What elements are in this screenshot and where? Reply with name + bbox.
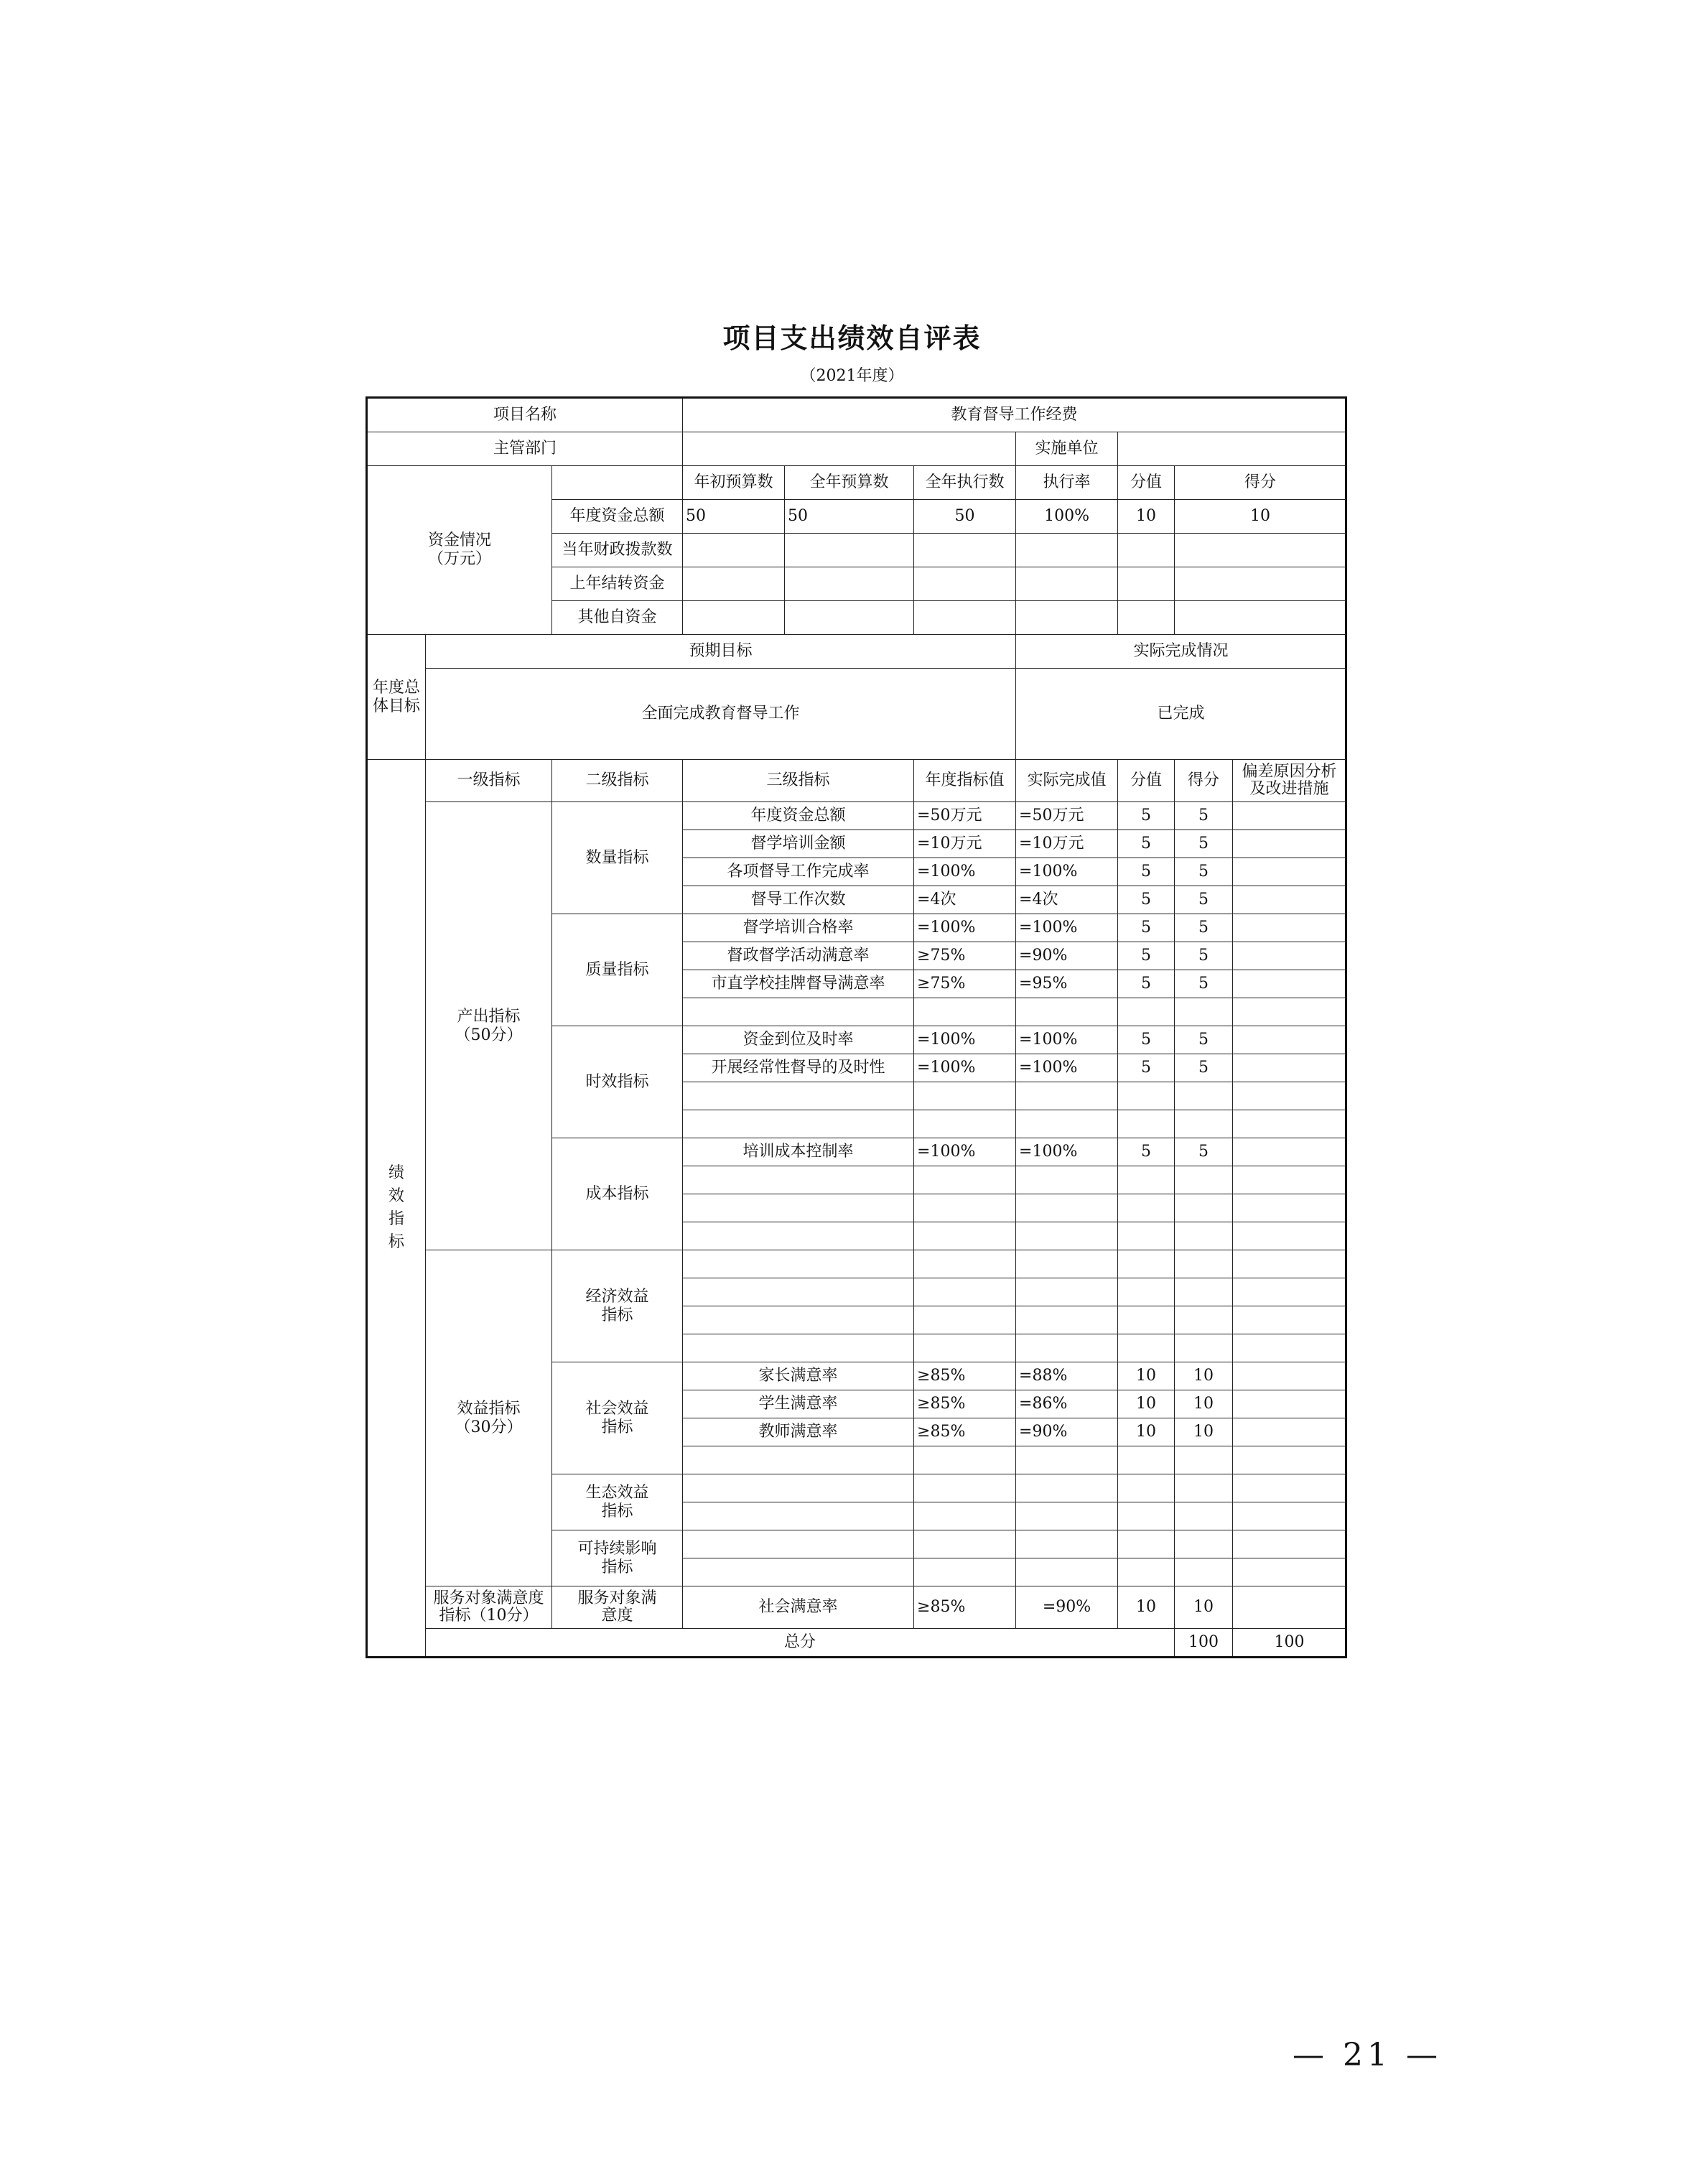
indicator-value: 10	[1118, 1418, 1175, 1446]
actual-goal-label: 实际完成情况	[1016, 635, 1346, 669]
indicator-note	[1233, 942, 1346, 970]
empty-cell	[1016, 1250, 1118, 1278]
empty-cell	[1016, 1502, 1118, 1530]
indicator-actual: =100%	[1016, 858, 1118, 886]
sustainable-indicator-label: 可持续影响指标	[552, 1530, 683, 1586]
indicator-score: 5	[1175, 830, 1233, 858]
empty-cell	[1118, 1082, 1175, 1110]
funds-executed	[914, 567, 1016, 601]
empty-cell	[914, 1110, 1016, 1138]
indicator-note	[1233, 914, 1346, 942]
indicator-target: =50万元	[914, 802, 1016, 830]
indicator-note	[1233, 1390, 1346, 1418]
indicator-actual: =90%	[1016, 1418, 1118, 1446]
indicator-note	[1233, 830, 1346, 858]
indicator-score: 5	[1175, 858, 1233, 886]
indicator-score: 10	[1175, 1586, 1233, 1629]
indicator-name: 家长满意率	[683, 1362, 914, 1390]
empty-cell	[1016, 1474, 1118, 1502]
indicator-actual: =100%	[1016, 914, 1118, 942]
funds-executed	[914, 601, 1016, 635]
project-name-value: 教育督导工作经费	[683, 398, 1346, 432]
dept-value	[683, 432, 1016, 466]
empty-cell	[1175, 1502, 1233, 1530]
indicator-note	[1233, 886, 1346, 914]
indicator-note	[1233, 1138, 1346, 1166]
empty-cell	[1016, 1110, 1118, 1138]
indicator-score: 10	[1175, 1390, 1233, 1418]
empty-cell	[1233, 1166, 1346, 1194]
expected-goal: 全面完成教育督导工作	[426, 669, 1016, 760]
funds-executed	[914, 534, 1016, 567]
funds-score-value	[1118, 534, 1175, 567]
empty-cell	[683, 1222, 914, 1250]
indicator-note	[1233, 802, 1346, 830]
indicator-score: 5	[1175, 914, 1233, 942]
indicator-score: 5	[1175, 942, 1233, 970]
indicator-name: 督学培训金额	[683, 830, 914, 858]
empty-cell	[914, 1446, 1016, 1474]
empty-cell	[914, 1306, 1016, 1334]
indicator-name: 培训成本控制率	[683, 1138, 914, 1166]
indicator-actual: =90%	[1016, 1586, 1118, 1629]
indicator-target: ≥85%	[914, 1586, 1016, 1629]
indicator-target: ≥85%	[914, 1418, 1016, 1446]
empty-cell	[1016, 1558, 1118, 1586]
empty-cell	[1175, 1082, 1233, 1110]
empty-cell	[1175, 1222, 1233, 1250]
empty-cell	[1175, 1306, 1233, 1334]
service-l2-label: 服务对象满意度	[552, 1586, 683, 1629]
indicator-name: 督学培训合格率	[683, 914, 914, 942]
empty-cell	[914, 1530, 1016, 1558]
empty-cell	[1016, 1166, 1118, 1194]
empty-cell	[683, 1558, 914, 1586]
indicator-name: 各项督导工作完成率	[683, 858, 914, 886]
indicator-value: 10	[1118, 1390, 1175, 1418]
actual-goal: 已完成	[1016, 669, 1346, 760]
funds-score	[1175, 534, 1346, 567]
indicator-value: 10	[1118, 1586, 1175, 1629]
empty-cell	[1233, 1082, 1346, 1110]
indicator-score: 10	[1175, 1362, 1233, 1390]
quantity-indicator-label: 数量指标	[552, 802, 683, 914]
indicator-name: 督政督学活动满意率	[683, 942, 914, 970]
service-indicator-label: 服务对象满意度指标（10分）	[426, 1586, 552, 1629]
empty-cell	[683, 1474, 914, 1502]
indicator-value: 10	[1118, 1362, 1175, 1390]
funds-initial	[683, 601, 785, 635]
indicator-note	[1233, 858, 1346, 886]
empty-cell	[914, 1222, 1016, 1250]
empty-cell	[683, 1446, 914, 1474]
funds-header: 年初预算数	[683, 466, 785, 500]
social-indicator-label: 社会效益指标	[552, 1362, 683, 1474]
indicator-actual: =90%	[1016, 942, 1118, 970]
indicator-header: 得分	[1175, 760, 1233, 802]
empty-cell	[1175, 1278, 1233, 1306]
empty-cell	[1016, 1194, 1118, 1222]
empty-cell	[683, 998, 914, 1026]
funds-annual	[785, 567, 914, 601]
empty-cell	[1016, 1530, 1118, 1558]
funds-score-value: 10	[1118, 500, 1175, 534]
indicator-target: ≥85%	[914, 1362, 1016, 1390]
indicator-actual: =86%	[1016, 1390, 1118, 1418]
empty-cell	[1118, 998, 1175, 1026]
indicator-target: ≥85%	[914, 1390, 1016, 1418]
total-label: 总分	[426, 1629, 1175, 1658]
empty-cell	[683, 1194, 914, 1222]
empty-cell	[1118, 1306, 1175, 1334]
indicator-target: =100%	[914, 1026, 1016, 1054]
empty-cell	[1233, 1530, 1346, 1558]
empty-cell	[1233, 998, 1346, 1026]
indicator-actual: =95%	[1016, 970, 1118, 998]
funds-header: 得分	[1175, 466, 1346, 500]
indicator-note	[1233, 1418, 1346, 1446]
indicator-target: =100%	[914, 1054, 1016, 1082]
indicator-value: 5	[1118, 886, 1175, 914]
indicator-score: 5	[1175, 1138, 1233, 1166]
empty-cell	[914, 1166, 1016, 1194]
empty-cell	[914, 1334, 1016, 1362]
empty-cell	[914, 1194, 1016, 1222]
indicator-value: 5	[1118, 1054, 1175, 1082]
funds-header: 全年执行数	[914, 466, 1016, 500]
funds-header: 全年预算数	[785, 466, 914, 500]
empty-cell	[914, 1474, 1016, 1502]
empty-cell	[683, 1530, 914, 1558]
empty-cell	[683, 1502, 914, 1530]
funds-label: 资金情况（万元）	[367, 466, 552, 635]
empty-cell	[683, 1278, 914, 1306]
indicator-target: =100%	[914, 858, 1016, 886]
page-subtitle: （2021年度）	[800, 367, 904, 385]
timeliness-indicator-label: 时效指标	[552, 1026, 683, 1138]
indicator-score: 5	[1175, 1026, 1233, 1054]
indicator-score: 5	[1175, 970, 1233, 998]
cost-indicator-label: 成本指标	[552, 1138, 683, 1250]
indicator-value: 5	[1118, 1138, 1175, 1166]
goals-label: 年度总体目标	[367, 635, 426, 760]
funds-initial	[683, 534, 785, 567]
indicator-name: 年度资金总额	[683, 802, 914, 830]
funds-header: 执行率	[1016, 466, 1118, 500]
indicator-value: 5	[1118, 942, 1175, 970]
empty-cell	[914, 1558, 1016, 1586]
empty-cell	[914, 998, 1016, 1026]
benefit-indicator-label: 效益指标（30分）	[426, 1250, 552, 1586]
empty-cell	[1118, 1222, 1175, 1250]
empty-cell	[1233, 1222, 1346, 1250]
funds-rate	[1016, 567, 1118, 601]
empty-cell	[1175, 1250, 1233, 1278]
indicator-target: =10万元	[914, 830, 1016, 858]
empty-cell	[1016, 1334, 1118, 1362]
ecological-indicator-label: 生态效益指标	[552, 1474, 683, 1530]
total-score: 100	[1233, 1629, 1346, 1658]
indicator-name: 市直学校挂牌督导满意率	[683, 970, 914, 998]
empty-cell	[1175, 1334, 1233, 1362]
indicator-actual: =100%	[1016, 1026, 1118, 1054]
indicator-actual: =50万元	[1016, 802, 1118, 830]
empty-cell	[1175, 1474, 1233, 1502]
empty-cell	[1118, 1474, 1175, 1502]
funds-score	[1175, 567, 1346, 601]
empty-cell	[1118, 1334, 1175, 1362]
funds-row-name: 其他自资金	[552, 601, 683, 635]
indicator-header: 偏差原因分析及改进措施	[1233, 760, 1346, 802]
empty-cell	[1175, 1446, 1233, 1474]
funds-initial: 50	[683, 500, 785, 534]
empty-cell	[1118, 1110, 1175, 1138]
indicator-header: 一级指标	[426, 760, 552, 802]
indicator-target: =4次	[914, 886, 1016, 914]
empty-cell	[1233, 1474, 1346, 1502]
empty-cell	[1175, 1194, 1233, 1222]
indicator-name: 社会满意率	[683, 1586, 914, 1629]
quality-indicator-label: 质量指标	[552, 914, 683, 1026]
funds-annual	[785, 601, 914, 635]
indicator-value: 5	[1118, 914, 1175, 942]
funds-header: 分值	[1118, 466, 1175, 500]
empty-cell	[1016, 1222, 1118, 1250]
empty-cell	[1233, 1278, 1346, 1306]
indicators-label: 绩效指标	[367, 760, 426, 1658]
indicator-actual: =100%	[1016, 1138, 1118, 1166]
indicator-header: 实际完成值	[1016, 760, 1118, 802]
funds-score-value	[1118, 601, 1175, 635]
funds-row-name: 年度资金总额	[552, 500, 683, 534]
indicator-header: 二级指标	[552, 760, 683, 802]
page-number: — 21 —	[1293, 2037, 1442, 2073]
funds-rate	[1016, 534, 1118, 567]
funds-header-blank	[552, 466, 683, 500]
indicator-name: 教师满意率	[683, 1418, 914, 1446]
empty-cell	[1016, 1278, 1118, 1306]
impl-value	[1118, 432, 1346, 466]
empty-cell	[1118, 1446, 1175, 1474]
output-indicator-label: 产出指标（50分）	[426, 802, 552, 1250]
expected-goal-label: 预期目标	[426, 635, 1016, 669]
impl-label: 实施单位	[1016, 432, 1118, 466]
dept-label: 主管部门	[367, 432, 683, 466]
indicator-name: 学生满意率	[683, 1390, 914, 1418]
empty-cell	[1233, 1110, 1346, 1138]
empty-cell	[683, 1334, 914, 1362]
funds-executed: 50	[914, 500, 1016, 534]
project-name-label: 项目名称	[367, 398, 683, 432]
economic-indicator-label: 经济效益指标	[552, 1250, 683, 1362]
empty-cell	[1118, 1558, 1175, 1586]
empty-cell	[1118, 1278, 1175, 1306]
empty-cell	[1118, 1194, 1175, 1222]
empty-cell	[1233, 1306, 1346, 1334]
empty-cell	[1233, 1194, 1346, 1222]
indicator-value: 5	[1118, 858, 1175, 886]
evaluation-table	[366, 396, 1347, 1658]
empty-cell	[1118, 1502, 1175, 1530]
indicator-note	[1233, 1026, 1346, 1054]
indicator-header: 分值	[1118, 760, 1175, 802]
empty-cell	[1016, 998, 1118, 1026]
funds-row-name: 当年财政拨款数	[552, 534, 683, 567]
funds-rate: 100%	[1016, 500, 1118, 534]
empty-cell	[914, 1082, 1016, 1110]
indicator-name: 开展经常性督导的及时性	[683, 1054, 914, 1082]
empty-cell	[1233, 1502, 1346, 1530]
indicator-note	[1233, 1054, 1346, 1082]
funds-score-value	[1118, 567, 1175, 601]
empty-cell	[1233, 1250, 1346, 1278]
funds-row-name: 上年结转资金	[552, 567, 683, 601]
indicator-actual: =100%	[1016, 1054, 1118, 1082]
indicator-target: ≥75%	[914, 942, 1016, 970]
indicator-value: 5	[1118, 802, 1175, 830]
empty-cell	[914, 1278, 1016, 1306]
indicator-score: 5	[1175, 1054, 1233, 1082]
indicator-actual: =88%	[1016, 1362, 1118, 1390]
funds-score	[1175, 601, 1346, 635]
empty-cell	[683, 1082, 914, 1110]
indicator-name: 督导工作次数	[683, 886, 914, 914]
indicator-score: 10	[1175, 1418, 1233, 1446]
indicator-value: 5	[1118, 830, 1175, 858]
empty-cell	[1016, 1082, 1118, 1110]
empty-cell	[683, 1166, 914, 1194]
indicator-score: 5	[1175, 886, 1233, 914]
funds-rate	[1016, 601, 1118, 635]
empty-cell	[1016, 1306, 1118, 1334]
empty-cell	[1175, 998, 1233, 1026]
empty-cell	[1118, 1166, 1175, 1194]
indicator-target: =100%	[914, 1138, 1016, 1166]
empty-cell	[914, 1502, 1016, 1530]
funds-initial	[683, 567, 785, 601]
indicator-score: 5	[1175, 802, 1233, 830]
indicator-actual: =10万元	[1016, 830, 1118, 858]
empty-cell	[1233, 1446, 1346, 1474]
empty-cell	[1118, 1250, 1175, 1278]
indicator-note	[1233, 1586, 1346, 1629]
empty-cell	[1175, 1558, 1233, 1586]
indicator-header: 年度指标值	[914, 760, 1016, 802]
indicator-actual: =4次	[1016, 886, 1118, 914]
empty-cell	[1118, 1530, 1175, 1558]
funds-score: 10	[1175, 500, 1346, 534]
empty-cell	[683, 1306, 914, 1334]
indicator-target: ≥75%	[914, 970, 1016, 998]
funds-annual: 50	[785, 500, 914, 534]
indicator-value: 5	[1118, 1026, 1175, 1054]
indicator-name: 资金到位及时率	[683, 1026, 914, 1054]
empty-cell	[683, 1250, 914, 1278]
empty-cell	[1175, 1166, 1233, 1194]
empty-cell	[1233, 1334, 1346, 1362]
empty-cell	[914, 1250, 1016, 1278]
indicator-note	[1233, 970, 1346, 998]
empty-cell	[1175, 1530, 1233, 1558]
indicator-note	[1233, 1362, 1346, 1390]
empty-cell	[1016, 1446, 1118, 1474]
page-title: 项目支出绩效自评表	[722, 322, 982, 354]
empty-cell	[1175, 1110, 1233, 1138]
indicator-value: 5	[1118, 970, 1175, 998]
total-value: 100	[1175, 1629, 1233, 1658]
indicator-target: =100%	[914, 914, 1016, 942]
empty-cell	[1233, 1558, 1346, 1586]
empty-cell	[683, 1110, 914, 1138]
indicator-header: 三级指标	[683, 760, 914, 802]
funds-annual	[785, 534, 914, 567]
